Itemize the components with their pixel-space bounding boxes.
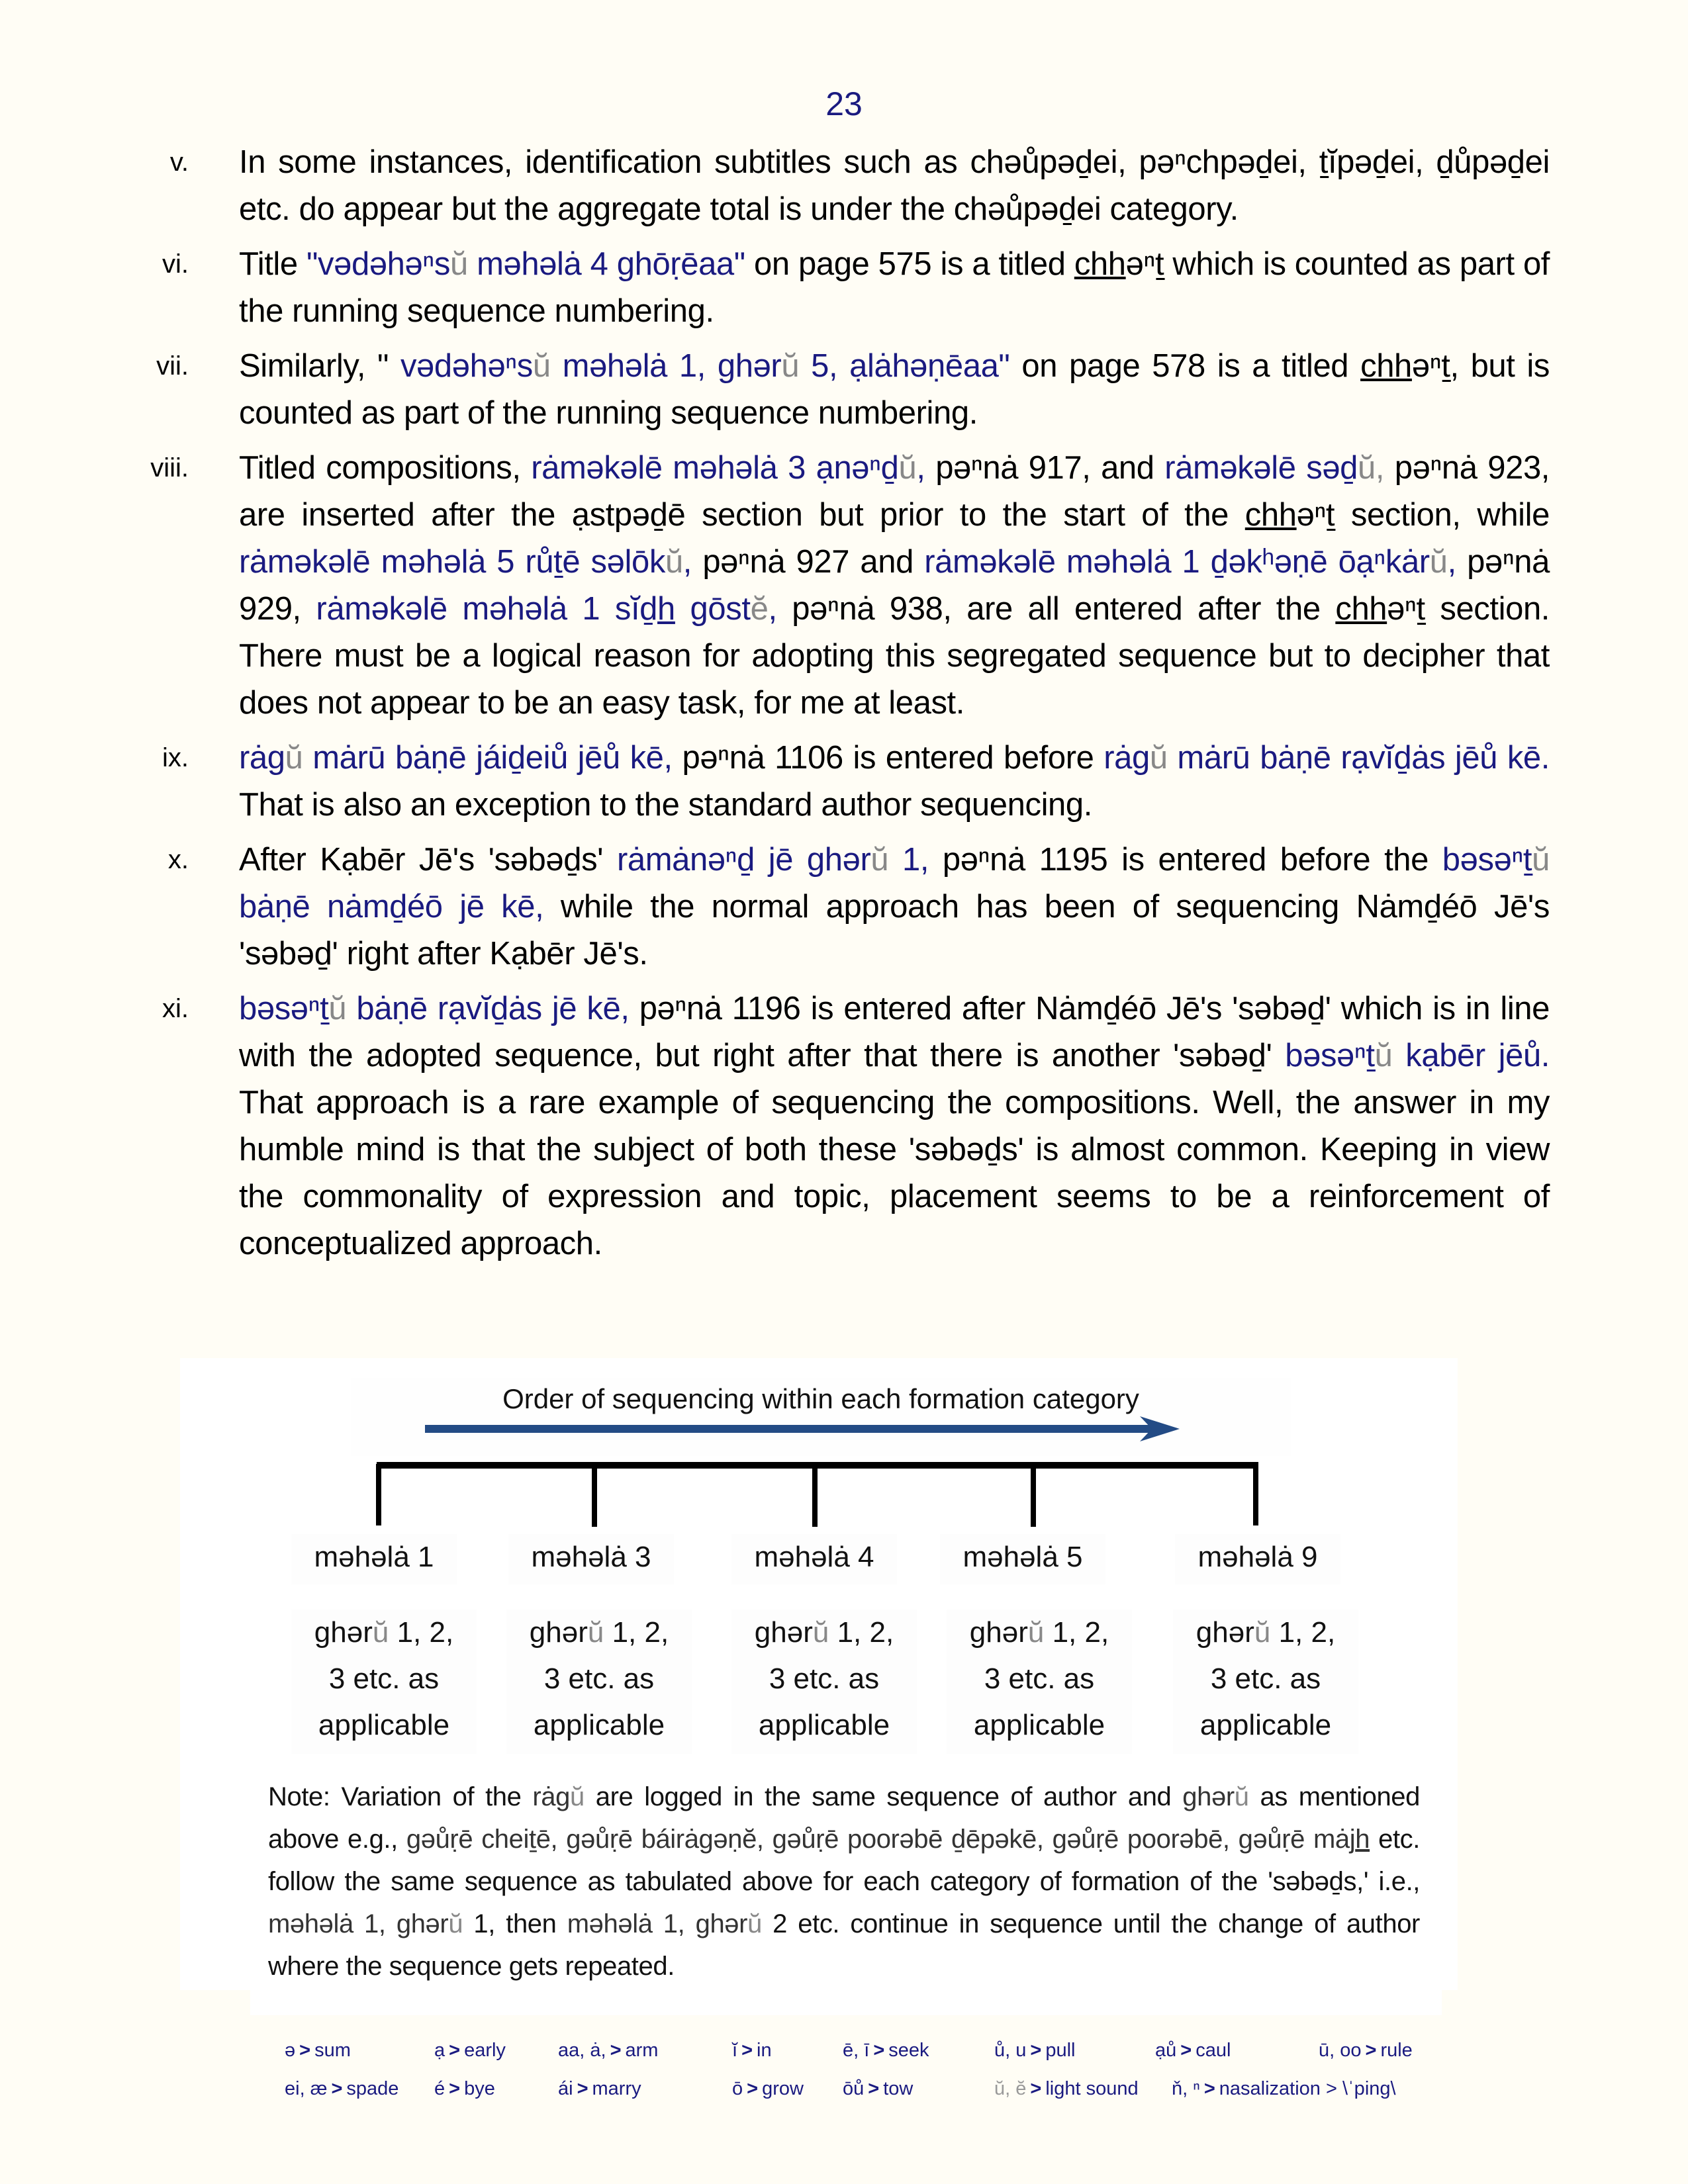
text-run: ŭ (448, 1909, 463, 1938)
desc-text: 3 etc. as (328, 1662, 440, 1695)
text-run: pəⁿnȧ 1195 is entered before the (929, 842, 1442, 878)
text-run: ĕ (750, 591, 769, 627)
text-run: rȧmȧnəⁿḏ jē ghər (616, 842, 871, 878)
text-run: 5, ạlȧhəṇēaa" (799, 348, 1010, 384)
text-run: h (657, 591, 675, 627)
desc-text: 1, 2, (604, 1616, 669, 1649)
text-run: rȧməkəlē məhəlȧ 5 růṯē səlōk (239, 544, 665, 580)
key-entry: ōů > tow (843, 2078, 914, 2099)
node-desc (731, 1610, 917, 1754)
pronunciation-key (285, 2040, 1476, 2116)
text-run: ŭ (870, 842, 889, 878)
text-run: are logged in the same sequence of author and (584, 1782, 1183, 1811)
text-run: pəⁿnȧ 1106 is entered before (672, 740, 1104, 776)
key-entry: ei, æ > spade (285, 2078, 399, 2099)
key-entry: é > bye (434, 2078, 495, 2099)
desc-text: ghər (314, 1616, 373, 1649)
desc-text: ghər (969, 1616, 1028, 1649)
node-mahala-1: məhəlȧ 1 (291, 1534, 457, 1584)
text-run: bəsəⁿṯ (239, 991, 329, 1026)
node-desc (506, 1610, 692, 1754)
text-run: ŭ (665, 544, 683, 580)
item-text (239, 139, 1550, 233)
desc-text: ghər (529, 1616, 588, 1649)
text-run: ŭ (285, 740, 303, 776)
node-mahala-4: məhəlȧ 4 (731, 1534, 897, 1584)
key-entry: aa, ȧ, > arm (558, 2040, 659, 2061)
key-entry: ŭ, ĕ > light sound (994, 2078, 1139, 2099)
text-run: kạbēr jēů. (1392, 1038, 1550, 1073)
text-run: as mentioned above e.g., (268, 1782, 1420, 1854)
key-entry: ĭ > in (732, 2040, 772, 2061)
desc-text: ghər (1196, 1616, 1254, 1649)
text-run: rȧg (239, 740, 285, 776)
text-run: rȧg (532, 1782, 570, 1811)
text-run: 2 etc. continue in sequence until the change of author where the sequence gets repeated. (268, 1909, 1420, 1981)
text-run: əⁿṯ section, while (1296, 497, 1550, 533)
text-run: 1, then (463, 1909, 567, 1938)
text-run: vədəhəⁿs (400, 348, 533, 384)
key-entry: ạ > early (434, 2040, 506, 2061)
text-run: pəⁿnȧ 1196 is entered after Nȧmḏéō Jē's 'səbəḏ' which is in line with the adopted sequence, but right after that there is another 'səbəḏ' (239, 991, 1550, 1073)
desc-text: 1, 2, (1270, 1616, 1336, 1649)
text-run: əⁿṯ section. There must be a logical reason for adopting this segregated sequence but to decipher that does not appear to be an easy task, for me at least. (239, 591, 1550, 721)
text-run: bəsəⁿṯ (1285, 1038, 1375, 1073)
item-text (239, 735, 1550, 829)
desc-text: 3 etc. as (1210, 1662, 1321, 1695)
text-run: rȧməkəlē məhəlȧ 3 ạnəⁿḏ (531, 450, 899, 486)
text-run: bəsəⁿṯ (1442, 842, 1532, 878)
desc-text: ghər (754, 1616, 813, 1649)
desc-text: 3 etc. as (769, 1662, 880, 1695)
node-mahala-3: məhəlȧ 3 (508, 1534, 674, 1584)
text-run: After Kạbēr Jē's 'səbəḏs' (239, 842, 617, 878)
text-run: pəⁿnȧ 927 and (692, 544, 925, 580)
node-desc (291, 1610, 477, 1754)
list-item (0, 735, 1688, 829)
text-run: ŭ, (1358, 450, 1385, 486)
diagram-footer-panel (250, 1989, 1442, 2015)
text-run: bȧṇē rạvĭḏȧs jē kē, (346, 991, 630, 1026)
desc-text: 1, 2, (389, 1616, 454, 1649)
item-text (239, 445, 1550, 727)
text-run: ŭ (781, 348, 800, 384)
desc-text: applicable (1199, 1709, 1332, 1741)
desc-text: 1, 2, (829, 1616, 894, 1649)
text-run: mȧrū bȧṇē rạvĭḏȧs jēů kē. (1167, 740, 1550, 776)
desc-light-vowel: ŭ (372, 1616, 389, 1649)
text-run: rȧg (1103, 740, 1150, 776)
node-mahala-5: məhəlȧ 5 (940, 1534, 1105, 1584)
diagram-title: Order of sequencing within each formation category (502, 1383, 1139, 1414)
list-item (0, 139, 1688, 233)
item-number: v. (169, 148, 189, 177)
node-desc (947, 1610, 1132, 1754)
key-row (285, 2078, 1476, 2116)
text-run: mȧrū bȧṇē jáiḏeiů jēů kē, (303, 740, 673, 776)
text-run: əⁿṯ which is counted as part of the running sequence numbering. (239, 246, 1550, 329)
text-run: ŭ (1234, 1782, 1249, 1811)
right-arrow-icon (425, 1416, 1180, 1443)
item-text (239, 837, 1550, 978)
list-item (0, 241, 1688, 335)
desc-text: 3 etc. as (543, 1662, 655, 1695)
text-run: , (916, 450, 925, 486)
list-item (0, 985, 1688, 1267)
text-run: gəůṛē cheiṯē, gəůṛē báirȧgəṇĕ, gəůṛē poorəbē ḏēpəkē, gəůṛē poorəbē, gəůṛē mȧj (406, 1825, 1356, 1854)
key-entry: ň, ⁿ > nasalization > \ˈping\ (1172, 2078, 1396, 2099)
key-entry: ə > sum (285, 2040, 351, 2061)
text-run: "vədəhəⁿs (306, 246, 450, 282)
text-run: gōst (675, 591, 751, 627)
text-run: ŭ (449, 246, 468, 282)
desc-text: applicable (533, 1709, 665, 1741)
desc-light-vowel: ŭ (812, 1616, 829, 1649)
desc-light-vowel: ŭ (1027, 1616, 1045, 1649)
text-run: chh (1360, 348, 1412, 384)
text-run: məhəlȧ 1, ghər (268, 1909, 449, 1938)
text-run: ŭ (328, 991, 347, 1026)
text-run: ŭ (898, 450, 917, 486)
text-run: ŭ (747, 1909, 762, 1938)
text-run: , (1447, 544, 1456, 580)
text-run: , (768, 591, 777, 627)
desc-text: applicable (758, 1709, 890, 1741)
text-run: bȧṇē nȧmḏéō jē kē, (239, 889, 544, 925)
text-run: pəⁿnȧ 929, (239, 544, 1550, 627)
desc-text: 1, 2, (1044, 1616, 1109, 1649)
item-number: viii. (150, 453, 189, 482)
text-run: ŭ (1532, 842, 1550, 878)
item-number: vi. (162, 250, 189, 279)
node-desc (1173, 1610, 1358, 1754)
text-run: məhəlȧ 4 ghōṛēaa" (467, 246, 745, 282)
text-run: In some instances, identification subtitles such as chəůpəḏei, pəⁿchpəḏei, ṯĭpəḏei, ḏůpəḏei etc. do appear but the aggregate total is under the chəůpəḏei category. (239, 144, 1550, 227)
text-run: məhəlȧ 1, ghər (550, 348, 782, 384)
key-entry: ů, u > pull (994, 2040, 1076, 2061)
desc-light-vowel: ŭ (1254, 1616, 1271, 1649)
text-run: ŭ (570, 1782, 585, 1811)
desc-text: applicable (318, 1709, 450, 1741)
text-run: ŭ (1374, 1038, 1393, 1073)
node-mahala-9: məhəlȧ 9 (1175, 1534, 1340, 1584)
desc-text: applicable (973, 1709, 1105, 1741)
item-text (239, 985, 1550, 1267)
text-run: Note: Variation of the (268, 1782, 533, 1811)
item-number: vii. (156, 351, 189, 381)
text-run: Titled compositions, (239, 450, 532, 486)
text-run: chh (1244, 497, 1297, 533)
text-run: ŭ (1429, 544, 1448, 580)
text-run: chh (1074, 246, 1126, 282)
text-run: rȧməkəlē məhəlȧ 1 ḏəkʰəṇē ōạⁿkȧr (924, 544, 1430, 580)
key-entry: ō > grow (732, 2078, 804, 2099)
text-run: Similarly, " (239, 348, 400, 384)
text-run: əⁿṯ, but is counted as part of the running sequence numbering. (239, 348, 1550, 431)
text-run: pəⁿnȧ 917, and (925, 450, 1165, 486)
page-number: 23 (825, 85, 863, 122)
numbered-list (0, 139, 1688, 1275)
text-run: ghər (1182, 1782, 1235, 1811)
text-run: on page 578 is a titled (1009, 348, 1361, 384)
text-run: pəⁿnȧ 923, are inserted after the ạstpəḏē section but prior to the start of the (239, 450, 1550, 533)
key-entry: ē, ī > seek (843, 2040, 929, 2061)
text-run: məhəlȧ 1, ghər (567, 1909, 748, 1938)
text-run: pəⁿnȧ 938, are all entered after the (776, 591, 1336, 627)
desc-light-vowel: ŭ (587, 1616, 604, 1649)
text-run: while the normal approach has been of sequencing Nȧmḏéō Jē's 'səbəḏ' right after Kạbēr Jē's. (239, 889, 1550, 972)
text-run: rȧməkəlē məhəlȧ 1 sĭḏ (316, 591, 658, 627)
key-row (285, 2040, 1476, 2078)
text-run: rȧməkəlē səḏ (1164, 450, 1358, 486)
text-run: , (682, 544, 692, 580)
list-item (0, 343, 1688, 437)
text-run: chh (1335, 591, 1387, 627)
diagram-note (268, 1776, 1420, 1987)
item-text (239, 343, 1550, 437)
item-number: xi. (162, 994, 189, 1023)
list-item (0, 445, 1688, 727)
text-run: That approach is a rare example of sequencing the compositions. Well, the answer in my humble mind is that the subject of both these 'səbəḏs' is almost common. Keeping in view the commonality of expression and topic, placement seems to be a reinforcement of conceptualized approach. (239, 1085, 1550, 1261)
list-item (0, 837, 1688, 978)
text-run: ŭ (532, 348, 551, 384)
key-entry: ái > marry (558, 2078, 641, 2099)
item-number: ix. (162, 743, 189, 772)
text-run: etc. follow the same sequence as tabulated above for each category of formation of the 'səbəḏs,' i.e., (268, 1825, 1420, 1896)
desc-text: 3 etc. as (984, 1662, 1095, 1695)
item-number: x. (167, 845, 189, 874)
text-run: Title (239, 246, 307, 282)
text-run: That is also an exception to the standard author sequencing. (239, 787, 1092, 823)
key-entry: ū, oo > rule (1319, 2040, 1413, 2061)
text-run: 1, (888, 842, 929, 878)
text-run: h (1355, 1825, 1370, 1854)
item-text (239, 241, 1550, 335)
key-entry: ạů > caul (1155, 2040, 1231, 2061)
text-run: on page 575 is a titled (745, 246, 1074, 282)
text-run: ŭ (1149, 740, 1168, 776)
